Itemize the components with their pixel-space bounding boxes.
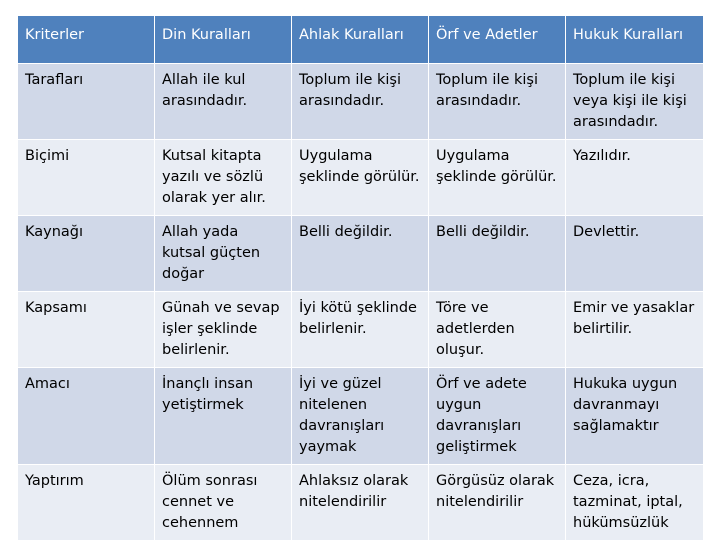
table-cell: Allah ile kul arasındadır. [155,64,292,140]
table-row [18,368,704,465]
header-cell-moral-rules: Ahlak Kuralları [292,16,429,64]
table-cell: Örf ve adete uygun davranışları geliştirmek [429,368,566,465]
table-cell: Ahlaksız olarak nitelendirilir [292,465,429,541]
table-cell: Ölüm sonrası cennet ve cehennem [155,465,292,541]
table-cell: Kutsal kitapta yazılı ve sözlü olarak yer alır. [155,140,292,216]
table-cell: İyi ve güzel nitelenen davranışları yaymak [292,368,429,465]
table-cell: Belli değildir. [292,216,429,292]
comparison-table [17,15,704,541]
table-cell: Allah yada kutsal güçten doğar [155,216,292,292]
table-cell: Toplum ile kişi veya kişi ile kişi arasındadır. [566,64,704,140]
row-label-cell: Amacı [18,368,155,465]
table-cell: Hukuka uygun davranmayı sağlamaktır [566,368,704,465]
table-row [18,465,704,541]
table-row [18,216,704,292]
table-cell: Devlettir. [566,216,704,292]
table-cell: Görgüsüz olarak nitelendirilir [429,465,566,541]
row-label-cell: Kaynağı [18,216,155,292]
table-cell: Günah ve sevap işler şeklinde belirlenir. [155,292,292,368]
header-cell-criteria: Kriterler [18,16,155,64]
table-cell: Emir ve yasaklar belirtilir. [566,292,704,368]
table-row [18,64,704,140]
table-cell: Ceza, icra, tazminat, iptal, hükümsüzlük [566,465,704,541]
row-label-cell: Kapsamı [18,292,155,368]
table-cell: Belli değildir. [429,216,566,292]
table-cell: Toplum ile kişi arasındadır. [429,64,566,140]
header-cell-legal-rules: Hukuk Kuralları [566,16,704,64]
table-row [18,292,704,368]
table-cell: İyi kötü şeklinde belirlenir. [292,292,429,368]
table-cell: İnançlı insan yetiştirmek [155,368,292,465]
header-cell-religious-rules: Din Kuralları [155,16,292,64]
header-cell-customs: Örf ve Adetler [429,16,566,64]
table-header-row [18,16,704,64]
row-label-cell: Tarafları [18,64,155,140]
table-row [18,140,704,216]
table-cell: Uygulama şeklinde görülür. [292,140,429,216]
table-cell: Töre ve adetlerden oluşur. [429,292,566,368]
table-cell: Yazılıdır. [566,140,704,216]
row-label-cell: Yaptırım [18,465,155,541]
table-cell: Toplum ile kişi arasındadır. [292,64,429,140]
row-label-cell: Biçimi [18,140,155,216]
table-cell: Uygulama şeklinde görülür. [429,140,566,216]
